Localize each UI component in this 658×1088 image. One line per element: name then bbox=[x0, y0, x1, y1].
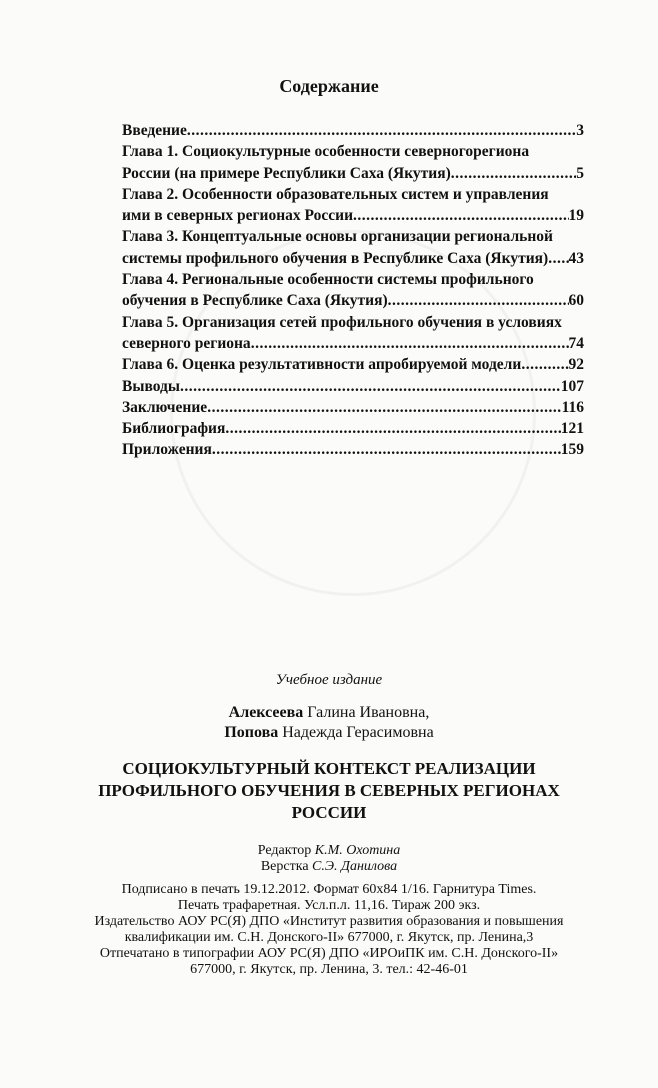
toc-entry bbox=[122, 418, 584, 439]
toc-entry-title: северного региона bbox=[122, 334, 251, 352]
toc-page-number: 3 bbox=[576, 122, 584, 139]
toc-entry-title: Библиография bbox=[122, 420, 226, 438]
toc-heading: Содержание bbox=[279, 76, 379, 96]
toc-entry-title: Заключение bbox=[122, 398, 208, 416]
toc-entry-line: Глава 3. Концептуальные основы организации региональной bbox=[122, 228, 553, 246]
dot-leader bbox=[521, 354, 568, 375]
toc-entry-last-line bbox=[122, 376, 584, 397]
dot-leader bbox=[207, 397, 561, 418]
author-1-surname: Алексеева bbox=[228, 704, 304, 721]
toc-entry-last-line bbox=[122, 205, 584, 226]
toc-page-number: 60 bbox=[568, 292, 584, 310]
toc-entry bbox=[122, 141, 584, 184]
editor-label: Редактор bbox=[257, 843, 315, 858]
toc-entry-title: системы профильного обучения в Республике Саха (Якутия) bbox=[122, 249, 549, 267]
toc-entry bbox=[122, 269, 584, 312]
details-line: квалификации им. С.Н. Донского-II» 677000, г. Якутск, пр. Ленина,3 bbox=[124, 930, 534, 945]
toc-entry-last-line bbox=[122, 333, 584, 354]
toc-entry bbox=[122, 312, 584, 355]
toc-entry bbox=[122, 397, 584, 418]
toc-entry-last-line bbox=[122, 163, 584, 184]
edition-type: Учебное издание bbox=[275, 672, 383, 688]
toc-entry-title: ими в северных регионах России bbox=[122, 207, 353, 225]
details-line: Отпечатано в типографии АОУ РС(Я) ДПО «ИРОиПК им. С.Н. Донского-II» bbox=[99, 946, 559, 961]
toc-page-number: 74 bbox=[568, 334, 584, 352]
layout-label: Верстка bbox=[260, 859, 313, 874]
author-1-names: Галина Ивановна, bbox=[303, 704, 430, 721]
book-title-line: ПРОФИЛЬНОГО ОБУЧЕНИЯ В СЕВЕРНЫХ РЕГИОНАХ bbox=[98, 781, 560, 800]
toc-entry-last-line bbox=[122, 397, 584, 418]
toc-entry-last-line bbox=[122, 290, 584, 311]
toc-entry-line: Глава 2. Особенности образовательных систем и управления bbox=[122, 185, 549, 203]
dot-leader bbox=[451, 163, 576, 184]
details-line: 677000, г. Якутск, пр. Ленина, 3. тел.: 42-46-01 bbox=[190, 962, 468, 977]
details-line: Издательство АОУ РС(Я) ДПО «Институт развития образования и повышения bbox=[94, 914, 564, 929]
toc-page-number: 43 bbox=[568, 249, 584, 267]
toc-page-number: 107 bbox=[560, 377, 584, 395]
details-line: Печать трафаретная. Усл.п.л. 11,16. Тираж 200 экз. bbox=[177, 898, 481, 913]
toc-entry bbox=[122, 120, 584, 141]
toc-entry bbox=[122, 376, 584, 397]
toc-entry-title: Приложения bbox=[122, 441, 212, 459]
toc-entry-title: Выводы bbox=[122, 377, 180, 395]
book-title-line: СОЦИОКУЛЬТУРНЫЙ КОНТЕКСТ РЕАЛИЗАЦИИ bbox=[122, 759, 536, 778]
toc-page-number: 159 bbox=[560, 441, 584, 459]
editor-name: К.М. Охотина bbox=[314, 843, 401, 858]
author-2 bbox=[0, 724, 658, 742]
book-title-line: РОССИИ bbox=[291, 803, 367, 822]
dot-leader bbox=[180, 376, 561, 397]
toc-entry-line: Глава 5. Организация сетей профильного обучения в условиях bbox=[122, 313, 562, 331]
toc-page-number: 121 bbox=[560, 420, 584, 438]
toc-entry-last-line bbox=[122, 120, 584, 141]
layout-name: С.Э. Данилова bbox=[312, 859, 398, 874]
toc-entry-title: Глава 6. Оценка результативности апробируемой модели bbox=[122, 356, 522, 374]
toc-entry-line: Глава 4. Региональные особенности системы профильного bbox=[122, 271, 534, 289]
details-line: Подписано в печать 19.12.2012. Формат 60x84 1/16. Гарнитура Times. bbox=[121, 882, 537, 897]
toc-entry-last-line bbox=[122, 418, 584, 439]
toc-entry-last-line bbox=[122, 439, 584, 460]
author-2-names: Надежда Герасимовна bbox=[278, 724, 434, 741]
toc-entry-last-line bbox=[122, 354, 584, 375]
toc-page-number: 116 bbox=[561, 398, 584, 416]
toc-entry bbox=[122, 439, 584, 460]
toc-entry bbox=[122, 226, 584, 269]
publication-details bbox=[0, 882, 658, 978]
toc-page-number: 5 bbox=[576, 164, 584, 182]
toc-entry-title: обучения в Республике Саха (Якутия) bbox=[122, 292, 388, 310]
book-title bbox=[0, 758, 658, 824]
toc-page-number: 92 bbox=[568, 356, 584, 374]
dot-leader bbox=[353, 205, 569, 226]
toc-entry bbox=[122, 354, 584, 375]
toc-entry-line: Глава 1. Социокультурные особенности северногорегиона bbox=[122, 143, 530, 161]
author-1 bbox=[0, 704, 658, 722]
author-2-surname: Попова bbox=[224, 724, 279, 741]
dot-leader bbox=[187, 120, 576, 141]
toc-entry-last-line bbox=[122, 248, 584, 269]
dot-leader bbox=[388, 290, 569, 311]
dot-leader bbox=[212, 439, 561, 460]
dot-leader bbox=[225, 418, 560, 439]
toc-entry bbox=[122, 184, 584, 227]
dot-leader bbox=[251, 333, 569, 354]
dot-leader bbox=[548, 248, 568, 269]
toc-entry-title: Введение bbox=[122, 122, 187, 139]
toc-entry-title: России (на примере Республики Саха (Якутия) bbox=[122, 164, 451, 182]
toc-page-number: 19 bbox=[568, 207, 584, 225]
credits bbox=[0, 843, 658, 875]
table-of-contents bbox=[122, 120, 584, 461]
